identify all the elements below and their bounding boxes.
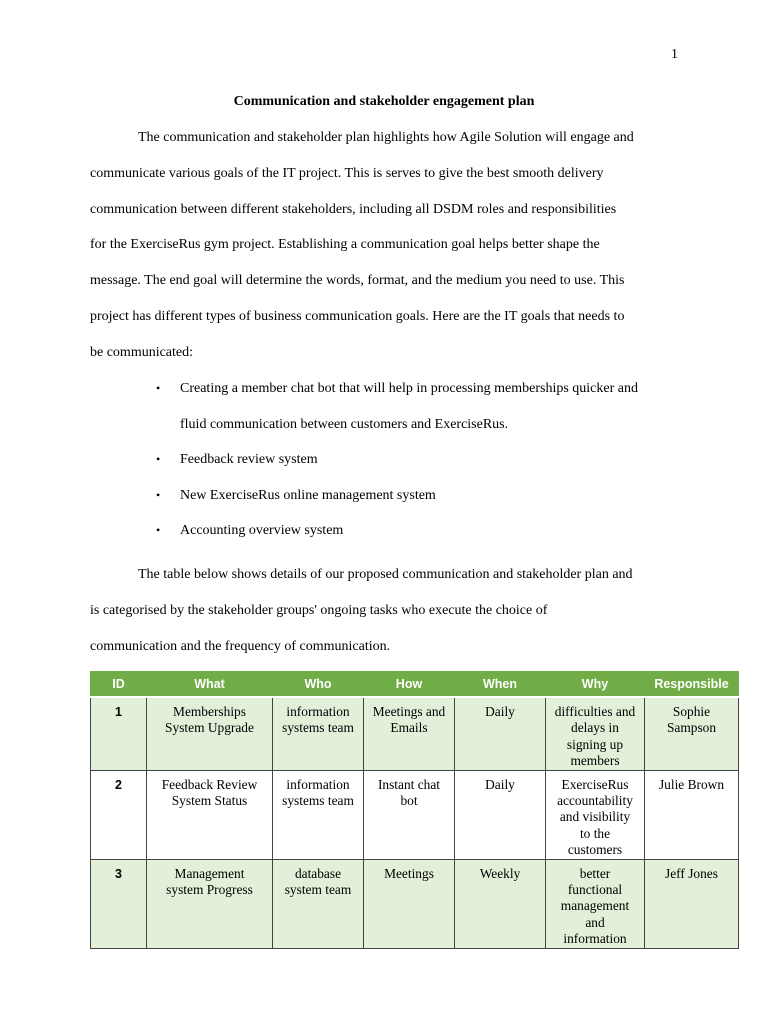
cell-line: members (570, 753, 620, 769)
goals-item-line: Feedback review system (180, 452, 318, 467)
cell-line: Emails (390, 720, 428, 736)
intro-paragraph (90, 120, 682, 371)
table-row (91, 697, 739, 770)
cell-line: system team (284, 882, 352, 898)
goals-item-line: New ExerciseRus online management system (180, 487, 436, 503)
goals-item-line: fluid communication between customers and ExerciseRus. (180, 416, 509, 432)
goals-list-item (150, 442, 690, 478)
cell-line: delays in (571, 720, 619, 736)
cell-who (273, 697, 364, 770)
cell-line: functional (567, 882, 623, 898)
cell-line: Feedback Review (161, 776, 258, 792)
column-header-why: Why (546, 672, 645, 698)
cell-line: Daily (485, 704, 515, 719)
cell-id: 3 (91, 859, 147, 948)
cell-line: Management (174, 865, 245, 881)
cell-line: signing up (566, 736, 624, 752)
cell-how (364, 770, 455, 859)
cell-when (455, 697, 546, 770)
cell-line: management (560, 898, 630, 914)
cell-line: System Upgrade (165, 720, 254, 736)
cell-line: and (585, 914, 605, 930)
bullet-icon: • (156, 487, 161, 502)
cell-line: accountability (557, 793, 633, 809)
table-intro-paragraph (90, 557, 682, 664)
intro-line: project has different types of business communication goals. Here are the IT goals that needs to (90, 308, 625, 324)
goals-list-item (150, 371, 690, 442)
cell-line: systems team (282, 793, 354, 809)
table-row (91, 859, 739, 948)
goals-list-item (150, 478, 690, 514)
cell-how (364, 697, 455, 770)
cell-responsible (645, 859, 739, 948)
page-number: 1 (671, 47, 678, 62)
cell-line: Weekly (479, 865, 521, 881)
column-header-what: What (147, 672, 273, 698)
cell-line: Jeff Jones (665, 865, 718, 881)
cell-what (147, 697, 273, 770)
cell-who (273, 859, 364, 948)
cell-line: difficulties and (554, 704, 636, 719)
intro-line: message. The end goal will determine the words, format, and the medium you need to use. This (90, 273, 625, 289)
cell-responsible (645, 697, 739, 770)
cell-responsible (645, 770, 739, 859)
cell-line: to the (579, 825, 611, 841)
table-intro-line: is categorised by the stakeholder groups' ongoing tasks who execute the choice of (90, 602, 548, 618)
cell-why (546, 859, 645, 948)
bullet-icon: • (156, 381, 161, 395)
cell-line: Sophie (672, 704, 711, 719)
intro-line: communication between different stakeholders, including all DSDM roles and responsibilities (90, 201, 617, 217)
cell-line: system Progress (166, 882, 253, 898)
goals-list (150, 371, 690, 549)
goals-item-line: Accounting overview system (180, 523, 344, 538)
cell-line: Daily (485, 776, 515, 792)
cell-line: database (294, 865, 342, 881)
cell-line: Memberships (173, 704, 246, 719)
document-title: Communication and stakeholder engagement plan (233, 94, 535, 109)
cell-when (455, 859, 546, 948)
cell-line: and visibility (559, 809, 631, 825)
intro-line: for the ExerciseRus gym project. Establishing a communication goal helps better shape the (90, 237, 600, 253)
cell-line: systems team (282, 720, 354, 736)
cell-line: information (286, 704, 350, 719)
goals-list-item (150, 513, 690, 549)
cell-line: customers (567, 842, 623, 858)
cell-line: Sampson (666, 720, 717, 736)
cell-line: bot (400, 793, 418, 809)
cell-line: better (579, 865, 611, 881)
cell-what (147, 770, 273, 859)
bullet-icon: • (156, 523, 161, 537)
cell-line: information (286, 776, 350, 792)
cell-line: Instant chat (377, 776, 441, 792)
cell-line: information (563, 931, 627, 947)
cell-who (273, 770, 364, 859)
cell-line: Meetings (384, 865, 434, 881)
intro-line: communicate various goals of the IT project. This is serves to give the best smooth delivery (90, 165, 604, 181)
cell-line: Julie Brown (658, 776, 725, 792)
cell-why (546, 697, 645, 770)
goals-item-line: Creating a member chat bot that will help in processing memberships quicker and (180, 381, 638, 396)
cell-line: ExerciseRus (561, 776, 629, 792)
cell-how (364, 859, 455, 948)
cell-line: System Status (171, 793, 248, 809)
column-header-who: Who (273, 672, 364, 698)
cell-id: 1 (91, 697, 147, 770)
table-header-row (91, 672, 739, 698)
cell-when (455, 770, 546, 859)
table-intro-line: The table below shows details of our proposed communication and stakeholder plan and (138, 567, 633, 582)
column-header-how: How (364, 672, 455, 698)
bullet-icon: • (156, 452, 161, 466)
intro-line: be communicated: (90, 344, 194, 360)
column-header-when: When (455, 672, 546, 698)
cell-what (147, 859, 273, 948)
intro-line: The communication and stakeholder plan highlights how Agile Solution will engage and (138, 130, 634, 145)
column-header-responsible: Responsible (645, 672, 739, 698)
cell-line: Meetings and (372, 704, 446, 719)
cell-why (546, 770, 645, 859)
column-header-id: ID (91, 672, 147, 698)
communication-plan-table (90, 671, 739, 949)
cell-id: 2 (91, 770, 147, 859)
table-intro-line: communication and the frequency of communication. (90, 638, 391, 654)
table-row (91, 770, 739, 859)
